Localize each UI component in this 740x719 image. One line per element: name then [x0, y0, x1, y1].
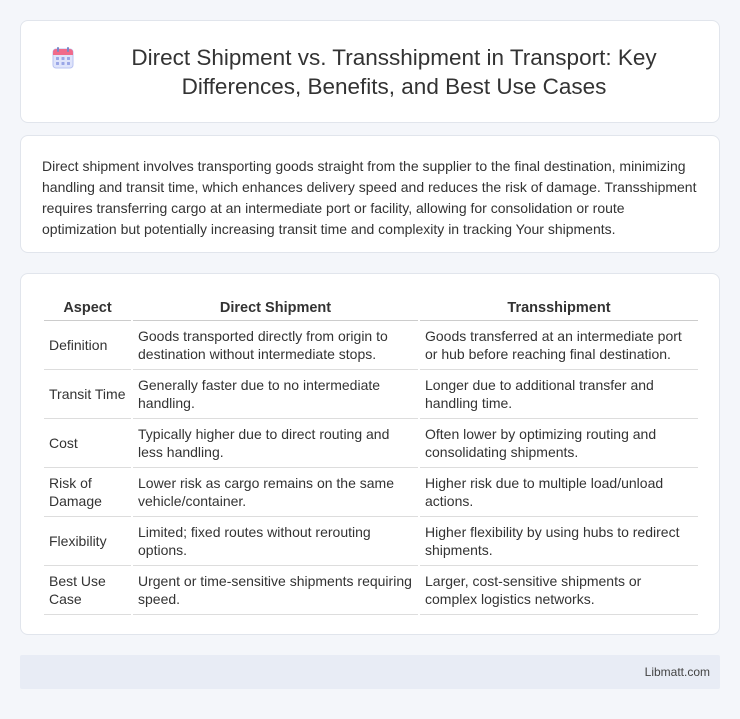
row-direct-shipment: Lower risk as cargo remains on the same vehicle/container.: [133, 468, 418, 517]
table-row: [44, 468, 698, 517]
row-transshipment: Goods transferred at an intermediate port or hub before reaching final destination.: [420, 321, 698, 370]
row-aspect: Risk of Damage: [44, 468, 131, 517]
column-header-transshipment: Transshipment: [420, 295, 698, 321]
row-direct-shipment: Typically higher due to direct routing and less handling.: [133, 419, 418, 468]
intro-card: [20, 135, 720, 253]
row-aspect: Flexibility: [44, 517, 131, 566]
row-aspect: Best Use Case: [44, 566, 131, 615]
row-transshipment: Longer due to additional transfer and handling time.: [420, 370, 698, 419]
footer: [20, 655, 720, 689]
row-transshipment: Often lower by optimizing routing and consolidating shipments.: [420, 419, 698, 468]
row-transshipment: Higher risk due to multiple load/unload actions.: [420, 468, 698, 517]
intro-paragraph: Direct shipment involves transporting goods straight from the supplier to the final destination, minimizing handling and transit time, which enhances delivery speed and reduces the risk of damage. Transshipment requires transferring cargo at an intermediate port or facility, allowing for consolidation or route optimization but potentially increasing transit time and complexity in tracking Your shipments.: [42, 158, 697, 237]
comparison-table-card: [20, 273, 720, 635]
comparison-table: [42, 295, 700, 615]
table-row: [44, 370, 698, 419]
table-row: [44, 321, 698, 370]
row-direct-shipment: Limited; fixed routes without rerouting options.: [133, 517, 418, 566]
table-header-row: [44, 295, 698, 321]
table-row: [44, 517, 698, 566]
table-row: [44, 566, 698, 615]
header-card: [20, 20, 720, 123]
footer-brand-link[interactable]: Libmatt.com: [644, 665, 710, 679]
table-row: [44, 419, 698, 468]
page-title: Direct Shipment vs. Transshipment in Transport: Key Differences, Benefits, and Best Use Cases: [131, 44, 657, 99]
column-header-direct-shipment: Direct Shipment: [133, 295, 418, 321]
row-direct-shipment: Goods transported directly from origin to destination without intermediate stops.: [133, 321, 418, 370]
row-transshipment: Higher flexibility by using hubs to redirect shipments.: [420, 517, 698, 566]
row-aspect: Definition: [44, 321, 131, 370]
column-header-aspect: Aspect: [44, 295, 131, 321]
row-direct-shipment: Generally faster due to no intermediate handling.: [133, 370, 418, 419]
row-transshipment: Larger, cost-sensitive shipments or complex logistics networks.: [420, 566, 698, 615]
row-aspect: Cost: [44, 419, 131, 468]
row-direct-shipment: Urgent or time-sensitive shipments requiring speed.: [133, 566, 418, 615]
row-aspect: Transit Time: [44, 370, 131, 419]
calendar-icon: [51, 46, 75, 70]
